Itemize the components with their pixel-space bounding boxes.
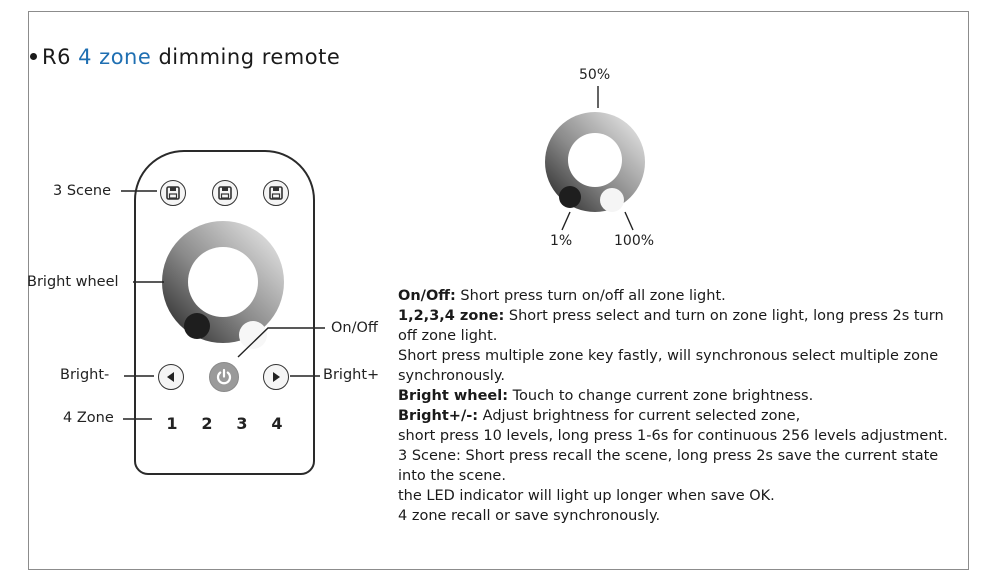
- wheel-label: Bright wheel: [27, 274, 119, 290]
- save-icon: [218, 186, 232, 200]
- desc-line-zone: 1,2,3,4 zone: Short press select and turn on zone light, long press 2s turn off zone light.: [398, 308, 944, 344]
- pct-mid-label: 50%: [579, 67, 611, 83]
- bright-plus-button[interactable]: [263, 364, 289, 390]
- save-icon: [166, 186, 180, 200]
- min-pct-line: [562, 212, 570, 230]
- zone-button-4[interactable]: 4: [271, 414, 283, 433]
- onoff-button[interactable]: [209, 362, 239, 392]
- scene-button-2[interactable]: [212, 180, 238, 206]
- onoff-label: On/Off: [331, 320, 378, 336]
- max-pct-line: [625, 212, 633, 230]
- remote-body: [134, 150, 315, 475]
- title-prefix: R6: [42, 45, 71, 69]
- desc-line-bright: Bright+/-: Adjust brightness for current selected zone,: [398, 408, 801, 424]
- zone-button-1[interactable]: 1: [166, 414, 178, 433]
- bright-minus-label: Bright-: [60, 367, 110, 383]
- brightness-scale-wheel: [545, 112, 645, 212]
- zone-button-2[interactable]: 2: [201, 414, 213, 433]
- triangle-left-icon: [165, 371, 177, 383]
- bright-minus-button[interactable]: [158, 364, 184, 390]
- power-icon: [215, 368, 233, 386]
- scene-button-1[interactable]: [160, 180, 186, 206]
- pct-max-label: 100%: [614, 233, 655, 249]
- desc-line-zone-scene: 4 zone recall or save synchronously.: [398, 508, 661, 524]
- title-accent: 4 zone: [78, 45, 152, 69]
- scene-label: 3 Scene: [53, 183, 112, 199]
- pct-min-label: 1%: [550, 233, 573, 249]
- zone-label: 4 Zone: [63, 410, 114, 426]
- desc-line-led: the LED indicator will light up longer when save OK.: [398, 488, 775, 504]
- bright-plus-label: Bright+: [323, 367, 380, 383]
- save-icon: [269, 186, 283, 200]
- zone-button-3[interactable]: 3: [236, 414, 248, 433]
- desc-line-onoff: On/Off: Short press turn on/off all zone light.: [398, 288, 726, 304]
- desc-line-wheel: Bright wheel: Touch to change current zone brightness.: [398, 388, 814, 404]
- desc-line-scene: 3 Scene: Short press recall the scene, long press 2s save the current state into the scene.: [398, 448, 939, 484]
- desc-line-multi-zone: Short press multiple zone key fastly, will synchronous select multiple zone synchronously.: [398, 348, 939, 384]
- desc-line-levels: short press 10 levels, long press 1-6s for continuous 256 levels adjustment.: [398, 428, 948, 444]
- scene-button-3[interactable]: [263, 180, 289, 206]
- description-block: [398, 286, 966, 526]
- title-suffix: dimming remote: [158, 45, 341, 69]
- triangle-right-icon: [270, 371, 282, 383]
